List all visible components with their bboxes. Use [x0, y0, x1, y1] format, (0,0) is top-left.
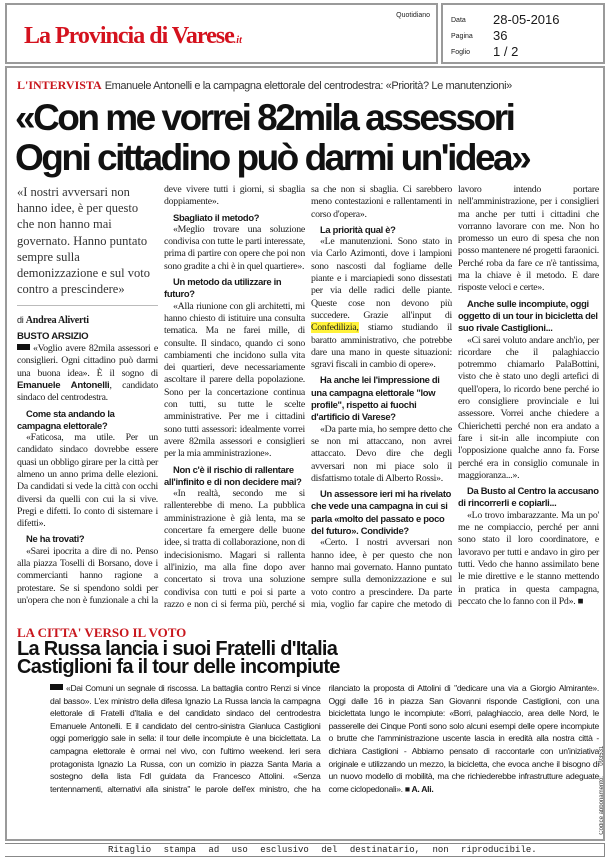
interview-question: Non c'è il rischio di rallentare all'infinito e di non decidere mai? [164, 463, 302, 487]
interview-answer: «Meglio trovare una soluzione condivisa con tutte le parti interessate, prima di partire con opere che poi non sono gradite a chi è in quel quartiere». [164, 223, 305, 272]
meta-value: 1 / 2 [493, 44, 519, 59]
section2-headline [17, 638, 597, 679]
article-body [17, 184, 599, 611]
meta-value: 36 [493, 28, 508, 43]
answer-text: stiamo studiando il baratto amministrativo, che potrebbe dare una mano in queste situazioni: sgravi fiscali in cambio di opere». [311, 322, 452, 371]
newspaper-logo [24, 23, 242, 50]
meta-date [451, 12, 601, 26]
section2-text: «Dai Comuni un segnale di riscossa. La battaglia contro Renzi si vince dal basso». L'ex ministro della difesa Ignazio La Russa lancia la campagna elettorale di Fratelli d'Italia e del candidato sindaco del centrodestra Emanuele Antonelli. E il candidato del centro-sinistra Gianluca Castiglioni oggi pomeriggio sale in sella: il tour delle incompiute è una biciclettata. La campagna elettorale è ormai nel vivo, con l'ultimo weekend. Ieri sera protagonista Ignazio La Russa, con un comizio in piazza Santa Maria a sostegno della lista FdI guidata da Francesco Attolini. «Senza tentennamenti, alternativi alla sinistra" le parole dell'ex ministro, che ha rilanciato la proposta di Attolini di "dedicare una via a Giorgio Almirante». Oggi dalle 16 in piazza San Giovanni risponde Castiglioni, con una biciclettata lungo le incompiute: «Borri, palaghiaccio, area delle Nord, le passerelle dei Cinque Ponti sono solo alcuni esempi delle opere incompiute o brutte che l'amministrazione uscente lascia in eredità alla nostra città - dichiara Castiglioni - Abbiamo pensato di raccontarle con un'iniziativa originale e utilizzando un mezzo, la bicicletta, che evoca anche il bisogno di un nuovo modello di mobilità, ma che richiederebbe infrastrutture adeguate come ciclopedonali». [50, 683, 599, 794]
logo-suffix: .it [233, 35, 242, 46]
byline-prefix: di [17, 315, 24, 326]
interview-answer: «Alla riunione con gli architetti, mi hanno chiesto di istituire una consulta tematica. Ma ne farei mille, di consulte. Il sindaco, quando ci sono cambiamenti che incidono sulla vita dei quartieri, deve necessariamente ascoltare il parere della popolazione. Sono per la concertazione continua con tutti, su tutte le scelte amministrative. Per me i cittadini sono tutti assessori: idealmente vorrei avere 82mila assessori e consiglieri per la mia amministrazione». [164, 300, 305, 460]
interview-question: Come sta andando la campagna elettorale? [17, 407, 115, 431]
interview-answer: «Lo trovo imbarazzante. Ma un po' me ne compiaccio, perché per anni sono stato il loro coordinatore, e lavoravo per tutti e andavo in giro per tutti. Vedo che hanno assimilato bene le mie direttive e le stanno mettendo in pratica in questa campagna, peccato che lo fanno con il Pd». ■ [458, 509, 599, 607]
headline-line: Ogni cittadino può darmi un'idea» [15, 137, 530, 178]
interview-question: La priorità qual è? [320, 223, 396, 235]
interview-answer: «In realtà, secondo me si rallenterebbe di meno. La pubblica amministrazione è già lenta, ma se concertare fa emergere delle buone idee, si tratta di collaborazione, non di indecisionismo. Magari si rallenta all'inizio, ma alla fine dopo aver concertato si trova una soluzione condivisa con tutti e poi si parte a razzo e non ci si ferma più, perché si sa che non si sbaglia. Ci sarebbero meno contestazioni e rallentamenti in corso d'opera». [164, 184, 452, 610]
article-kicker [17, 78, 597, 93]
meta-label: Pagina [451, 33, 473, 40]
code-label: Codice abbonamento: [599, 776, 605, 835]
clipping-footer [5, 843, 605, 857]
lead-text: , candidato sindaco del centrodestra. [17, 379, 158, 404]
meta-label: Data [451, 17, 466, 24]
kicker-label: L'INTERVISTA [17, 78, 102, 92]
section2-kicker: LA CITTA' VERSO IL VOTO [17, 625, 187, 641]
meta-label: Foglio [451, 49, 471, 56]
meta-sheet [451, 44, 601, 58]
section-marker-icon [50, 684, 63, 690]
meta-value: 28-05-2016 [493, 12, 560, 27]
pull-quote: «I nostri avversari non hanno idee, è per questo che non hanno mai governato. Hanno puntato sempre sulla demonizzazione e sul voto contro a prescindere» [17, 184, 158, 306]
interview-question: Ne ha trovati? [26, 533, 85, 545]
candidate-name: Emanuele Antonelli [17, 379, 110, 391]
interview-question: Un assessore ieri mi ha rivelato che vede una campagna in cui si parla «molto del passato e poco del futuro». Condivide? [311, 488, 452, 537]
code-value: 093531 [599, 746, 605, 767]
meta-page [451, 28, 601, 42]
interview-answer: «Faticosa, ma utile. Per un candidato sindaco dovrebbe essere quasi un obbligo girare per la città per almeno un anno prima delle elezioni. Da candidati si vede la città con occhi diversi da quelli con cui la si vive. Pregi e difetti. Io conto di sistemare i difetti». [17, 432, 158, 530]
section-marker-icon [17, 344, 30, 350]
answer-text: «Le manutenzioni. Sono stato in via Carlo Azimonti, dove i lampioni sono nascosti dal fogliame delle piante e i marciapiedi sono dissestati per via delle radici delle piante. Queste cose non devono più succedere. Grazie all'input di [311, 236, 452, 321]
interview-question: Ha anche lei l'impressione di una campagna elettorale "low profile", rispetto ai fuochi d'artificio di Varese? [311, 374, 440, 423]
section2-body [50, 682, 599, 795]
interview-question: Sbagliato il metodo? [173, 211, 260, 223]
clipping-content [5, 66, 605, 857]
article-clipping [5, 66, 605, 841]
byline [17, 314, 158, 327]
publication-type: Quotidiano [396, 12, 430, 19]
headline-line: La Russa lancia i suoi Fratelli d'Italia [17, 638, 338, 661]
lead-paragraph [17, 343, 158, 404]
copyright-notice: Ritaglio stampa ad uso esclusivo del destinatario, non riproducibile. [108, 845, 537, 855]
masthead [5, 3, 438, 64]
interview-question: Anche sulle incompiute, oggi oggetto di un tour in bicicletta del suo rivale Castiglioni... [458, 297, 598, 334]
signature: ■ A. Ali. [404, 783, 434, 794]
headline-line: «Con me vorrei 82mila assessori [15, 97, 514, 138]
author-name: Andrea Aliverti [25, 315, 89, 327]
article-headline [15, 98, 599, 178]
headline-line: Castiglioni fa il tour delle incompiute [17, 656, 340, 679]
clipping-meta [441, 3, 605, 64]
interview-question: Un metodo da utilizzare in futuro? [164, 276, 282, 300]
interview-answer: «Certo. I nostri avversari non hanno idee, è per questo che non hanno mai governato. Hanno puntato sempre sulla demonizzazione e sul voto contro a prescindere. Da parte mia, voglio far capire che metodo di lavoro intendo portare nell'amministrazione, per i consiglieri ma anche per tutti i cittadini che vorranno lavorare con me. Non ho promesso un euro di spesa che non posso mantenere né progetti faraonici. Perché roba da fare ce n'è tantissima, ma la chiave è il metodo. E dare risposte veloci e certe». [311, 184, 599, 610]
interview-question: Da Busto al Centro la accusano di rincorrerli e copiarli... [458, 485, 599, 509]
dateline: BUSTO ARSIZIO [17, 330, 89, 342]
interview-answer: «Sarei ipocrita a dire di no. Penso alla piazza Toselli di Borsano, dove i commercianti hanno ragione a protestare. Se si spendono soldi per un'opera che non è funzionale a chi la deve vivere tutti i giorni, si sbaglia doppiamente». [17, 184, 305, 606]
interview-answer: «Ci sarei voluto andare anch'io, per ricordare che il palaghiaccio potremmo chiamarlo PalaBottini, visto che è stato uno degli artefici di quell'opera, lo ricordo bene perché io ero consigliere provinciale e lui assessore. Vorrei anche chiedere a Chierichetti perché non era andato a fare i sit-in alle incompiute con l'opposizione qualche anno fa. Forse perché era in consiglio comunale in maggioranza...». [458, 334, 599, 481]
interview-answer [311, 236, 452, 371]
lead-text: «Voglio avere 82mila assessori e consiglieri. Ogni cittadino può darmi una buona idea». È il sogno di [17, 343, 158, 379]
interview-answer: «Da parte mia, ho sempre detto che se non mi attaccano, non avrei attaccato. Devo dire che degli avversari non mi piace solo il disfattismo totale di Alberto Rossi». [311, 423, 452, 484]
section2-paragraph [50, 682, 599, 795]
subscription-code [599, 746, 606, 835]
highlighted-term: Confedilizia, [311, 322, 359, 334]
article-deck: Emanuele Antonelli e la campagna elettorale del centrodestra: «Priorità? Le manutenzioni» [104, 80, 512, 92]
logo-text: La Provincia di Varese [24, 23, 234, 49]
